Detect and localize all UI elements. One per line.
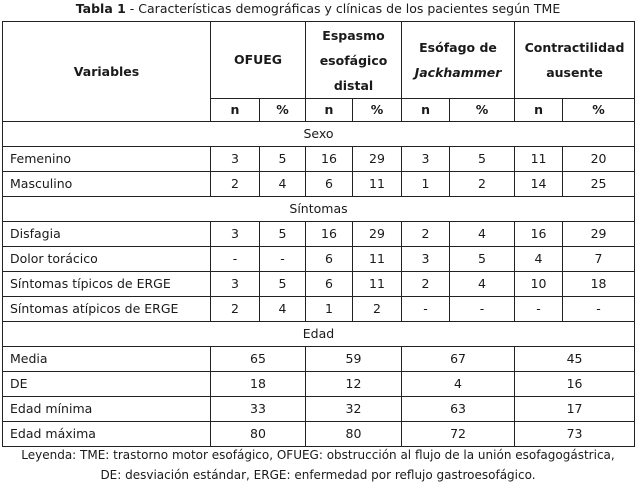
- value-cell: 59: [306, 347, 402, 372]
- value-cell: 80: [306, 422, 402, 447]
- value-cell: 63: [402, 397, 515, 422]
- subheader-cell: %: [260, 99, 306, 122]
- section-row-sexo: [3, 122, 635, 147]
- group-header-ofueg: [211, 22, 306, 99]
- table-row: [3, 397, 635, 422]
- group-header-espasmo: [306, 22, 402, 99]
- row-label: Edad mínima: [3, 397, 211, 422]
- value-cell: 2: [402, 222, 450, 247]
- table-row: [3, 372, 635, 397]
- value-cell: -: [260, 247, 306, 272]
- group-header-line: Espasmo: [322, 27, 385, 43]
- table-row: [3, 147, 635, 172]
- group-header-line: ausente: [546, 65, 603, 80]
- value-cell: 29: [563, 222, 635, 247]
- value-cell: 4: [515, 247, 563, 272]
- value-cell: -: [563, 297, 635, 322]
- value-cell: 2: [450, 172, 515, 197]
- value-cell: 20: [563, 147, 635, 172]
- value-cell: 73: [515, 422, 635, 447]
- value-cell: 72: [402, 422, 515, 447]
- value-cell: 11: [515, 147, 563, 172]
- value-cell: 2: [211, 297, 260, 322]
- value-cell: 6: [306, 272, 353, 297]
- value-cell: 6: [306, 247, 353, 272]
- value-cell: 11: [353, 272, 402, 297]
- subheader-cell: n: [211, 99, 260, 122]
- value-cell: 4: [260, 172, 306, 197]
- row-label: Síntomas típicos de ERGE: [3, 272, 211, 297]
- value-cell: 11: [353, 172, 402, 197]
- section-label: Sexo: [3, 122, 635, 147]
- value-cell: 5: [260, 222, 306, 247]
- value-cell: 16: [306, 147, 353, 172]
- row-label: Síntomas atípicos de ERGE: [3, 297, 211, 322]
- table-row: [3, 247, 635, 272]
- group-header-line: distal: [333, 77, 374, 93]
- group-header-line: OFUEG: [233, 52, 283, 67]
- value-cell: 16: [515, 222, 563, 247]
- group-header-line: esofágico: [319, 52, 388, 68]
- section-label: Síntomas: [3, 197, 635, 222]
- value-cell: 5: [260, 272, 306, 297]
- patient-characteristics-table: [2, 21, 635, 447]
- rows-sintomas: [3, 222, 635, 322]
- value-cell: 16: [515, 372, 635, 397]
- value-cell: 5: [450, 147, 515, 172]
- value-cell: 1: [402, 172, 450, 197]
- value-cell: -: [515, 297, 563, 322]
- legend-line: DE: desviación estándar, ERGE: enfermedad por reflujo gastroesofágico.: [100, 468, 536, 482]
- value-cell: -: [402, 297, 450, 322]
- caption-text: - Características demográficas y clínicas de los pacientes según TME: [125, 1, 561, 16]
- row-label: Dolor torácico: [3, 247, 211, 272]
- value-cell: 67: [402, 347, 515, 372]
- value-cell: 18: [563, 272, 635, 297]
- group-header-line: Esófago de: [419, 40, 497, 55]
- rows-edad: [3, 347, 635, 447]
- value-cell: 80: [211, 422, 306, 447]
- value-cell: 5: [260, 147, 306, 172]
- group-header-line: Contractilidad: [524, 40, 625, 55]
- table-row: [3, 422, 635, 447]
- value-cell: 1: [306, 297, 353, 322]
- group-header-contractilidad: [515, 22, 635, 99]
- subheader-cell: n: [306, 99, 353, 122]
- value-cell: 32: [306, 397, 402, 422]
- table-row: [3, 272, 635, 297]
- header-row: [3, 22, 635, 99]
- subheader-cell: %: [563, 99, 635, 122]
- value-cell: 29: [353, 222, 402, 247]
- table-row: [3, 347, 635, 372]
- value-cell: 12: [306, 372, 402, 397]
- group-header-line: Jackhammer: [414, 65, 502, 80]
- section-label: Edad: [3, 322, 635, 347]
- section-row-sintomas: [3, 197, 635, 222]
- value-cell: 45: [515, 347, 635, 372]
- value-cell: 2: [211, 172, 260, 197]
- value-cell: 10: [515, 272, 563, 297]
- value-cell: 2: [402, 272, 450, 297]
- value-cell: 4: [450, 272, 515, 297]
- value-cell: 65: [211, 347, 306, 372]
- value-cell: -: [450, 297, 515, 322]
- value-cell: 18: [211, 372, 306, 397]
- value-cell: 6: [306, 172, 353, 197]
- table-caption: [0, 1, 636, 17]
- row-label: Masculino: [3, 172, 211, 197]
- table-row: [3, 222, 635, 247]
- row-label: Femenino: [3, 147, 211, 172]
- value-cell: 16: [306, 222, 353, 247]
- row-label: DE: [3, 372, 211, 397]
- variables-header: Variables: [3, 22, 211, 122]
- value-cell: 4: [260, 297, 306, 322]
- group-header-jackhammer: [402, 22, 515, 99]
- value-cell: 3: [211, 222, 260, 247]
- value-cell: -: [211, 247, 260, 272]
- value-cell: 7: [563, 247, 635, 272]
- section-row-edad: [3, 322, 635, 347]
- row-label: Media: [3, 347, 211, 372]
- row-label: Edad máxima: [3, 422, 211, 447]
- value-cell: 2: [353, 297, 402, 322]
- value-cell: 29: [353, 147, 402, 172]
- subheader-cell: n: [402, 99, 450, 122]
- subheader-cell: n: [515, 99, 563, 122]
- value-cell: 17: [515, 397, 635, 422]
- value-cell: 4: [450, 222, 515, 247]
- table-legend: [0, 445, 636, 485]
- table-row: [3, 172, 635, 197]
- value-cell: 3: [211, 147, 260, 172]
- value-cell: 3: [211, 272, 260, 297]
- value-cell: 5: [450, 247, 515, 272]
- value-cell: 14: [515, 172, 563, 197]
- subheader-cell: %: [450, 99, 515, 122]
- rows-sexo: [3, 147, 635, 197]
- table-row: [3, 297, 635, 322]
- caption-label: Tabla 1: [75, 1, 126, 16]
- subheader-cell: %: [353, 99, 402, 122]
- value-cell: 25: [563, 172, 635, 197]
- value-cell: 11: [353, 247, 402, 272]
- value-cell: 3: [402, 147, 450, 172]
- value-cell: 4: [402, 372, 515, 397]
- legend-line: Leyenda: TME: trastorno motor esofágico, OFUEG: obstrucción al flujo de la unión esofagogástrica,: [21, 448, 615, 462]
- value-cell: 33: [211, 397, 306, 422]
- value-cell: 3: [402, 247, 450, 272]
- row-label: Disfagia: [3, 222, 211, 247]
